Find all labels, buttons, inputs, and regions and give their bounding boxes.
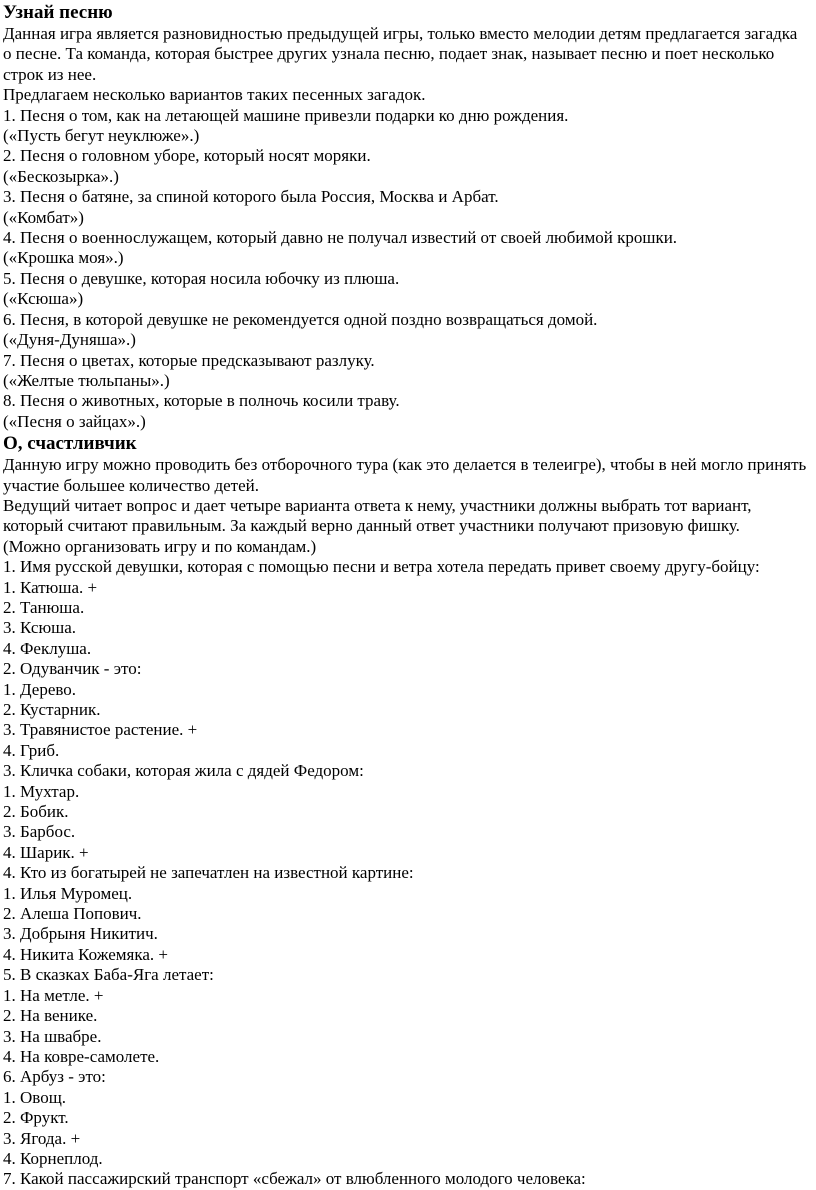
quiz-question: 7. Какой пассажирский транспорт «сбежал» от влюбленного молодого человека: bbox=[3, 1169, 586, 1189]
quiz-option: 3. Добрыня Никитич. bbox=[3, 924, 158, 944]
song-riddle: 7. Песня о цветах, которые предсказывают разлуку. bbox=[3, 350, 375, 370]
song-answer: («Комбат») bbox=[3, 207, 84, 227]
quiz-option: 3. Травянистое растение. + bbox=[3, 720, 198, 740]
quiz-option: 2. Фрукт. bbox=[3, 1108, 69, 1128]
quiz-question: 2. Одуванчик - это: bbox=[3, 659, 142, 679]
quiz-question: 1. Имя русской девушки, которая с помощью песни и ветра хотела передать привет своему другу-бойцу: bbox=[3, 557, 760, 577]
quiz-option: 1. Дерево. bbox=[3, 679, 77, 699]
paragraph: Ведущий читает вопрос и дает четыре варианта ответа к нему, участники должны выбрать тот вариант, который считают правильным. За каждый верно данный ответ участники получают призовую фишку. bbox=[3, 495, 752, 536]
quiz-option: 3. Барбос. bbox=[3, 822, 76, 842]
quiz-option: 1. Мухтар. bbox=[3, 781, 80, 801]
quiz-option: 3. На швабре. bbox=[3, 1026, 102, 1046]
quiz-question: 3. Кличка собаки, которая жила с дядей Федором: bbox=[3, 761, 364, 781]
quiz-option: 2. Кустарник. bbox=[3, 700, 101, 719]
quiz-question: 4. Кто из богатырей не запечатлен на известной картине: bbox=[3, 863, 414, 883]
song-riddle: 4. Песня о военнослужащем, который давно не получал известий от своей любимой крошки. bbox=[3, 228, 678, 248]
song-answer: («Дуня-Дуняша».) bbox=[3, 330, 136, 350]
quiz-option: 2. Бобик. bbox=[3, 802, 69, 822]
song-riddle: 2. Песня о головном уборе, который носят моряки. bbox=[3, 146, 371, 166]
quiz-option: 4. Корнеплод. bbox=[3, 1148, 103, 1168]
song-answer: («Песня о зайцах».) bbox=[3, 411, 146, 431]
song-answer: («Бескозырка».) bbox=[3, 166, 119, 186]
song-answer: («Пусть бегут неуклюже».) bbox=[3, 126, 200, 146]
quiz-option: 4. Шарик. + bbox=[3, 842, 89, 862]
section-heading: Узнай песню bbox=[3, 2, 113, 23]
quiz-option: 4. На ковре-самолете. bbox=[3, 1046, 160, 1066]
section-heading: О, счастливчик bbox=[3, 433, 137, 455]
quiz-question: 5. В сказках Баба-Яга летает: bbox=[3, 965, 214, 985]
quiz-option: 1. На метле. + bbox=[3, 985, 104, 1005]
song-riddle: 3. Песня о батяне, за спиной которого была Россия, Москва и Арбат. bbox=[3, 187, 499, 207]
song-riddle: 5. Песня о девушке, которая носила юбочку из плюша. bbox=[3, 268, 400, 288]
paragraph: Предлагаем несколько вариантов таких песенных загадок. bbox=[3, 85, 426, 105]
paragraph: Данную игру можно проводить без отборочного тура (как это делается в телеигре), чтобы в ней могло принять участие большее количество детей. bbox=[3, 455, 807, 495]
quiz-option: 2. На венике. bbox=[3, 1006, 98, 1026]
song-riddle: 6. Песня, в которой девушке не рекомендуется одной поздно возвращаться домой. bbox=[3, 309, 598, 329]
song-answer: («Крошка моя».) bbox=[3, 248, 124, 268]
quiz-option: 3. Ягода. + bbox=[3, 1128, 81, 1148]
quiz-option: 1. Илья Муромец. bbox=[3, 883, 133, 903]
paragraph: Данная игра является разновидностью предыдущей игры, только вместо мелодии детям предлагается загадка о песне. Та команда, которая быстрее других узнала песню, подает знак, называет песню и поет несколько строк из нее. bbox=[3, 24, 798, 84]
section-lucky-one bbox=[3, 433, 810, 1190]
quiz-option: 2. Танюша. bbox=[3, 597, 85, 617]
quiz-question: 6. Арбуз - это: bbox=[3, 1067, 106, 1087]
quiz-option: 4. Гриб. bbox=[3, 740, 60, 760]
quiz-option: 4. Феклуша. bbox=[3, 638, 92, 658]
section-body bbox=[3, 455, 810, 1190]
quiz-option: 2. Алеша Попович. bbox=[3, 904, 142, 924]
quiz-option: 4. Никита Кожемяка. + bbox=[3, 944, 169, 964]
song-riddle: 8. Песня о животных, которые в полночь косили траву. bbox=[3, 391, 400, 411]
song-answer: («Желтые тюльпаны».) bbox=[3, 370, 170, 390]
quiz-option: 3. Ксюша. bbox=[3, 618, 77, 638]
song-riddle: 1. Песня о том, как на летающей машине привезли подарки ко дню рождения. bbox=[3, 105, 569, 125]
song-answer: («Ксюша») bbox=[3, 289, 84, 309]
section-body bbox=[3, 24, 810, 432]
section-guess-song bbox=[3, 2, 810, 432]
paragraph: (Можно организовать игру и по командам.) bbox=[3, 536, 317, 556]
quiz-option: 1. Катюша. + bbox=[3, 577, 98, 597]
quiz-option: 1. Овощ. bbox=[3, 1087, 67, 1107]
